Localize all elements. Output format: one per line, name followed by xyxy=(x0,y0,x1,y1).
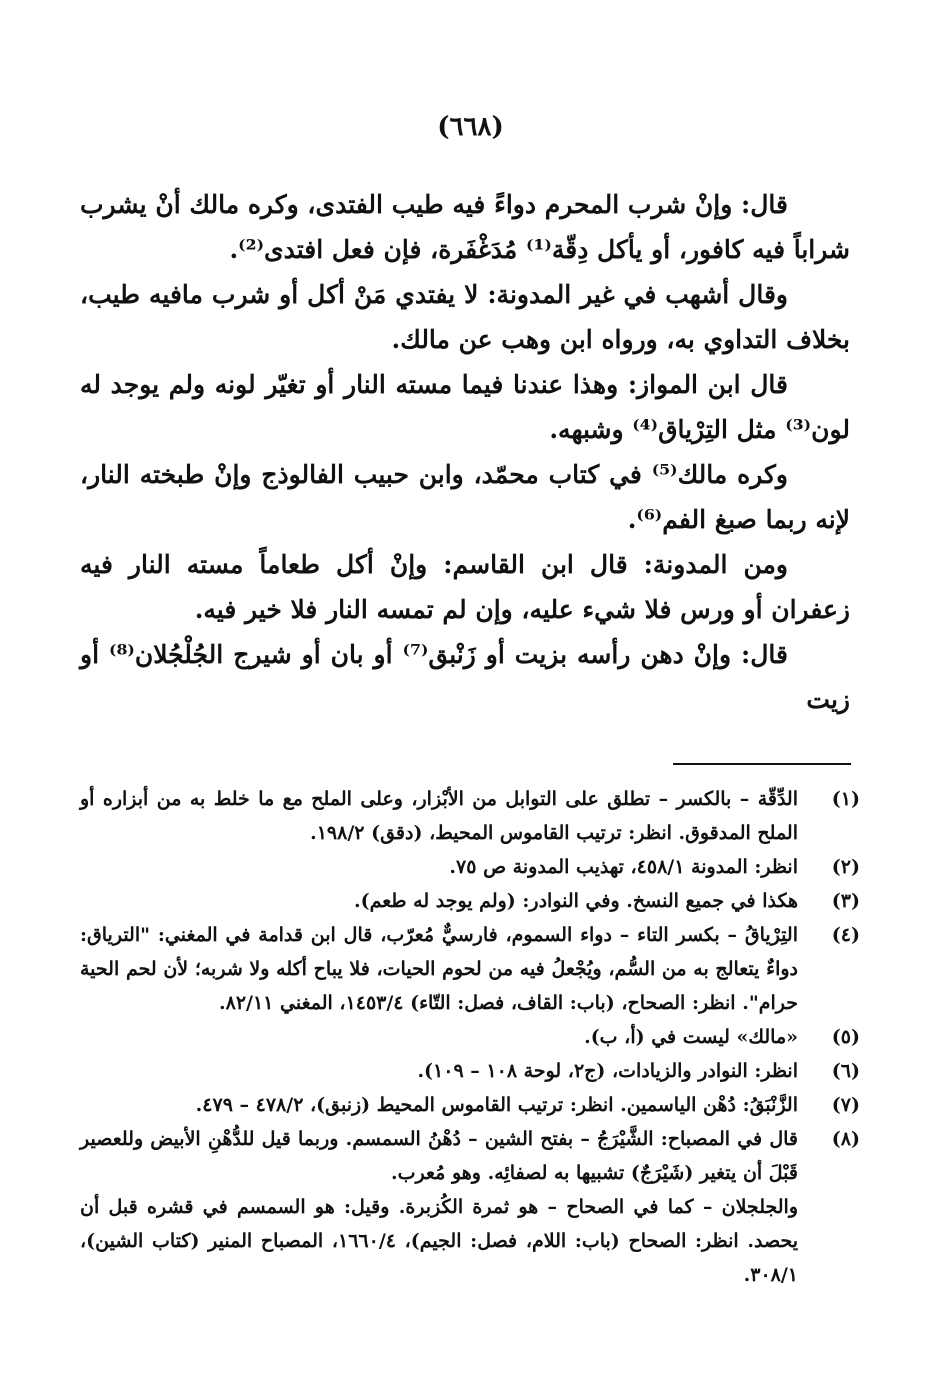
footnote-number: (٦) xyxy=(831,1060,860,1082)
footnote-text: قال في المصباح: الشَّيْرَجُ – بفتح الشين – دُهْنُ السمسم. وربما قيل للدُّهْنِ الأبيض وللعصير قَبْلَ أن يتغير (شَيْرَجٌ) تشبيها به لصفائِه. وهو مُعرب. xyxy=(80,1128,798,1184)
paragraph: وقال أشهب في غير المدونة: لا يفتدي مَنْ أكل أو شرب مافيه طيب، بخلاف التداوي به، ورواه ابن وهب عن مالك. xyxy=(80,280,850,354)
paragraph: وكره مالك⁽⁵⁾ في كتاب محمّد، وابن حبيب الفالوذج وإنْ طبخته النار، لإنه ربما صبغ الفم⁽⁶⁾. xyxy=(80,460,850,534)
page-number: (٦٦٨) xyxy=(437,112,504,142)
footnote-text: هكذا في جميع النسخ. وفي النوادر: (ولم يوجد له طعم). xyxy=(354,890,798,912)
paragraph: ومن المدونة: قال ابن القاسم: وإنْ أكل طعاماً مسته النار فيه زعفران أو ورس فلا شيء عليه، وإن لم تمسه النار فلا خير فيه. xyxy=(80,550,850,624)
footnote xyxy=(80,850,860,884)
footnote-text: الدِّقّة – بالكسر – تطلق على التوابل من الأبْزار، وعلى الملح مع ما خلط به من أبزاره أو الملح المدقوق. انظر: ترتيب القاموس المحيط، (دقق) ١٩٨/٢. xyxy=(80,788,798,844)
paragraph: قال ابن المواز: وهذا عندنا فيما مسته النار أو تغيّر لونه ولم يوجد له لون⁽³⁾ مثل التِرْياق⁽⁴⁾ وشبهه. xyxy=(80,370,850,444)
footnote xyxy=(80,1054,860,1088)
footnote xyxy=(80,1088,860,1122)
footnote-number: (٢) xyxy=(831,856,860,878)
footnote-number: (٤) xyxy=(831,924,860,946)
footnote-number: (٥) xyxy=(831,1026,860,1048)
footnote xyxy=(80,884,860,918)
footnote xyxy=(80,782,860,850)
footnote-text: انظر: النوادر والزيادات، (ج٢، لوحة ١٠٨ – ١٠٩). xyxy=(417,1060,798,1082)
footnote xyxy=(80,1020,860,1054)
footnote xyxy=(80,918,860,1020)
footnote-text: انظر: المدونة ٤٥٨/١، تهذيب المدونة ص ٧٥. xyxy=(449,856,798,878)
footnote-text: الزَّنْبَقُ: دُهْن الياسمين. انظر: ترتيب القاموس المحيط (زنبق)، ٤٧٨/٢ – ٤٧٩. xyxy=(195,1094,798,1116)
footnotes xyxy=(80,782,860,1292)
footnote-number: (٨) xyxy=(831,1128,860,1150)
footnote-number: (١) xyxy=(831,788,860,810)
footnote-text: التِرْياقُ – بكسر التاء – دواء السموم، فارسيٌّ مُعرّب، قال ابن قدامة في المغني: "الترياق: دواءٌ يتعالج به من السُّم، ويُجْعلُ فيه من لحوم الحيات، فلا يباح أكله ولا شربه؛ لأن لحم الحية حرام". انظر: الصحاح، (باب: القاف، فصل: التّاء) ١٤٥٣/٤، المغني ٨٢/١١. xyxy=(80,924,798,1014)
footnote-text: «مالك» ليست في (أ، ب). xyxy=(584,1026,798,1048)
main-text xyxy=(80,182,850,722)
paragraph: قال: وإنْ دهن رأسه بزيت أو زَنْبق⁽⁷⁾ أو بان أو شيرج الجُلْجُلان⁽⁸⁾ أو زيت xyxy=(80,640,850,714)
footnote-number: (٧) xyxy=(831,1094,860,1116)
footnote-number: (٣) xyxy=(831,890,860,912)
footnote-separator xyxy=(673,763,851,765)
paragraph: قال: وإنْ شرب المحرم دواءً فيه طيب الفتدى، وكره مالك أنْ يشرب شراباً فيه كافور، أو يأكل دِقّة⁽¹⁾ مُدَغْفَرة، فإن فعل افتدى⁽²⁾. xyxy=(80,190,850,264)
footnote-continuation: والجلجلان – كما في الصحاح – هو ثمرة الكُزبرة. وقيل: هو السمسم في قشره قبل أن يحصد. انظر: الصحاح (باب: اللام، فصل: الجيم)، ١٦٦٠/٤، المصباح المنير (كتاب الشين)، ٣٠٨/١. xyxy=(80,1196,798,1286)
footnote xyxy=(80,1122,860,1190)
